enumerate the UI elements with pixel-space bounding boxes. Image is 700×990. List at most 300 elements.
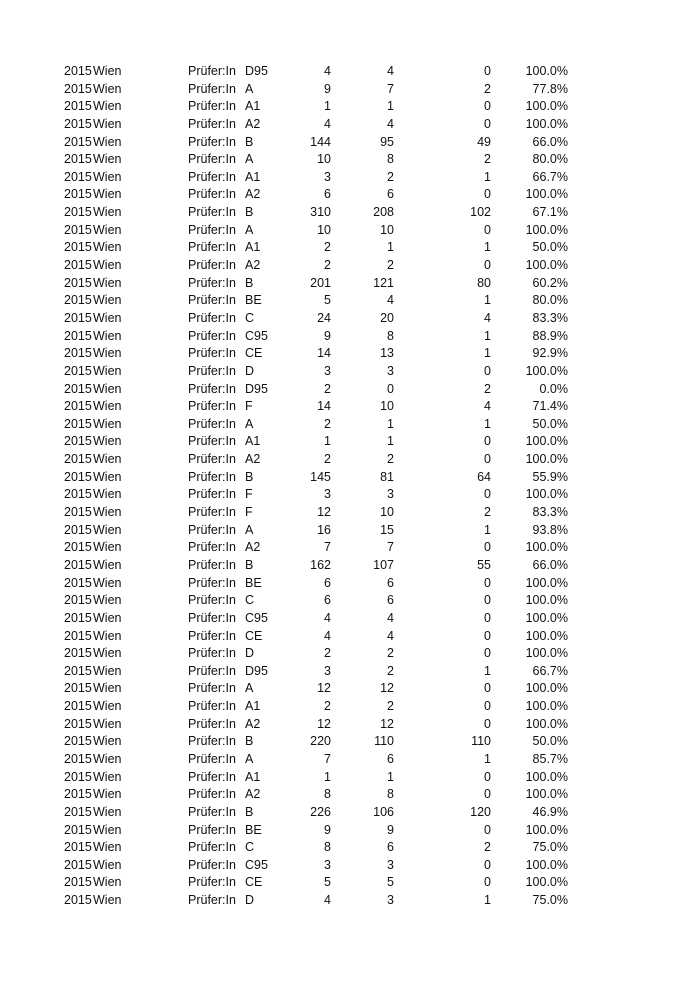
pass-rate-cell: 83.3%: [532, 310, 568, 325]
pass-rate-cell: 0.0%: [539, 381, 568, 396]
pass-rate-cell: 100.0%: [525, 487, 568, 502]
role-cell: Prüfer:In: [188, 628, 236, 643]
license-class-cell: A: [245, 81, 254, 96]
city-cell: Wien: [93, 328, 122, 343]
role-cell: Prüfer:In: [188, 540, 236, 555]
table-row: [0, 116, 700, 134]
role-cell: Prüfer:In: [188, 840, 236, 855]
role-cell: Prüfer:In: [188, 258, 236, 273]
pass-rate-cell: 75.0%: [532, 840, 568, 855]
passed-count-cell: 7: [387, 81, 394, 96]
city-cell: Wien: [93, 469, 122, 484]
role-cell: Prüfer:In: [188, 469, 236, 484]
year-cell: 2015: [64, 610, 92, 625]
year-cell: 2015: [64, 804, 92, 819]
failed-count-cell: 0: [484, 593, 491, 608]
pass-rate-cell: 100.0%: [525, 628, 568, 643]
passed-count-cell: 81: [380, 469, 394, 484]
passed-count-cell: 3: [387, 487, 394, 502]
failed-count-cell: 4: [484, 310, 491, 325]
year-cell: 2015: [64, 734, 92, 749]
license-class-cell: B: [245, 275, 254, 290]
table-row: [0, 345, 700, 363]
table-row: [0, 857, 700, 875]
city-cell: Wien: [93, 769, 122, 784]
failed-count-cell: 0: [484, 187, 491, 202]
year-cell: 2015: [64, 557, 92, 572]
city-cell: Wien: [93, 522, 122, 537]
failed-count-cell: 64: [477, 469, 491, 484]
passed-count-cell: 4: [387, 610, 394, 625]
failed-count-cell: 1: [484, 240, 491, 255]
failed-count-cell: 1: [484, 328, 491, 343]
city-cell: Wien: [93, 363, 122, 378]
total-count-cell: 12: [317, 716, 331, 731]
pass-rate-cell: 100.0%: [525, 116, 568, 131]
license-class-cell: A: [245, 681, 254, 696]
data-table: [0, 63, 700, 910]
table-row: [0, 539, 700, 557]
role-cell: Prüfer:In: [188, 875, 236, 890]
total-count-cell: 4: [324, 64, 331, 78]
year-cell: 2015: [64, 81, 92, 96]
year-cell: 2015: [64, 751, 92, 766]
city-cell: Wien: [93, 593, 122, 608]
pass-rate-cell: 100.0%: [525, 222, 568, 237]
city-cell: Wien: [93, 152, 122, 167]
total-count-cell: 9: [324, 328, 331, 343]
total-count-cell: 3: [324, 487, 331, 502]
passed-count-cell: 10: [380, 222, 394, 237]
passed-count-cell: 2: [387, 169, 394, 184]
failed-count-cell: 0: [484, 875, 491, 890]
pass-rate-cell: 100.0%: [525, 787, 568, 802]
table-row: [0, 839, 700, 857]
role-cell: Prüfer:In: [188, 769, 236, 784]
city-cell: Wien: [93, 487, 122, 502]
failed-count-cell: 120: [470, 804, 491, 819]
table-row: [0, 733, 700, 751]
license-class-cell: B: [245, 205, 254, 220]
year-cell: 2015: [64, 222, 92, 237]
license-class-cell: A2: [245, 540, 261, 555]
pass-rate-cell: 55.9%: [532, 469, 568, 484]
license-class-cell: B: [245, 134, 254, 149]
license-class-cell: BE: [245, 293, 262, 308]
license-class-cell: B: [245, 557, 254, 572]
table-row: [0, 169, 700, 187]
total-count-cell: 7: [324, 540, 331, 555]
role-cell: Prüfer:In: [188, 716, 236, 731]
total-count-cell: 12: [317, 681, 331, 696]
pass-rate-cell: 66.7%: [532, 169, 568, 184]
year-cell: 2015: [64, 575, 92, 590]
year-cell: 2015: [64, 205, 92, 220]
role-cell: Prüfer:In: [188, 275, 236, 290]
pass-rate-cell: 85.7%: [532, 751, 568, 766]
failed-count-cell: 0: [484, 628, 491, 643]
failed-count-cell: 110: [471, 734, 491, 749]
total-count-cell: 12: [317, 505, 331, 520]
role-cell: Prüfer:In: [188, 751, 236, 766]
passed-count-cell: 4: [387, 116, 394, 131]
passed-count-cell: 95: [380, 134, 394, 149]
failed-count-cell: 0: [484, 99, 491, 114]
city-cell: Wien: [93, 99, 122, 114]
license-class-cell: A1: [245, 99, 261, 114]
total-count-cell: 6: [324, 593, 331, 608]
failed-count-cell: 0: [484, 452, 491, 467]
year-cell: 2015: [64, 822, 92, 837]
year-cell: 2015: [64, 134, 92, 149]
failed-count-cell: 0: [484, 540, 491, 555]
passed-count-cell: 106: [373, 804, 394, 819]
passed-count-cell: 208: [373, 205, 394, 220]
pass-rate-cell: 100.0%: [525, 540, 568, 555]
passed-count-cell: 110: [374, 734, 394, 749]
year-cell: 2015: [64, 452, 92, 467]
total-count-cell: 1: [324, 769, 331, 784]
city-cell: Wien: [93, 116, 122, 131]
license-class-cell: A: [245, 522, 254, 537]
pass-rate-cell: 60.2%: [532, 275, 568, 290]
year-cell: 2015: [64, 416, 92, 431]
passed-count-cell: 1: [387, 99, 394, 114]
year-cell: 2015: [64, 258, 92, 273]
failed-count-cell: 102: [470, 205, 491, 220]
license-class-cell: A1: [245, 169, 261, 184]
passed-count-cell: 1: [387, 240, 394, 255]
license-class-cell: C: [245, 840, 255, 855]
total-count-cell: 5: [324, 293, 331, 308]
license-class-cell: A1: [245, 434, 261, 449]
pass-rate-cell: 66.0%: [532, 134, 568, 149]
license-class-cell: F: [245, 487, 253, 502]
failed-count-cell: 1: [484, 346, 491, 361]
total-count-cell: 16: [317, 522, 331, 537]
role-cell: Prüfer:In: [188, 646, 236, 661]
year-cell: 2015: [64, 64, 92, 78]
table-row: [0, 663, 700, 681]
pass-rate-cell: 100.0%: [525, 681, 568, 696]
total-count-cell: 310: [310, 205, 331, 220]
city-cell: Wien: [93, 628, 122, 643]
table-row: [0, 610, 700, 628]
role-cell: Prüfer:In: [188, 734, 236, 749]
failed-count-cell: 2: [484, 152, 491, 167]
table-row: [0, 698, 700, 716]
role-cell: Prüfer:In: [188, 575, 236, 590]
passed-count-cell: 8: [387, 787, 394, 802]
pass-rate-cell: 75.0%: [532, 893, 568, 908]
role-cell: Prüfer:In: [188, 346, 236, 361]
passed-count-cell: 12: [380, 716, 394, 731]
passed-count-cell: 6: [387, 187, 394, 202]
failed-count-cell: 0: [484, 857, 491, 872]
table-row: [0, 628, 700, 646]
table-row: [0, 134, 700, 152]
city-cell: Wien: [93, 822, 122, 837]
passed-count-cell: 6: [387, 840, 394, 855]
total-count-cell: 145: [310, 469, 331, 484]
passed-count-cell: 6: [387, 593, 394, 608]
year-cell: 2015: [64, 716, 92, 731]
table-row: [0, 433, 700, 451]
failed-count-cell: 1: [484, 893, 491, 908]
passed-count-cell: 3: [387, 893, 394, 908]
table-row: [0, 716, 700, 734]
failed-count-cell: 0: [484, 116, 491, 131]
city-cell: Wien: [93, 222, 122, 237]
passed-count-cell: 3: [387, 857, 394, 872]
passed-count-cell: 8: [387, 152, 394, 167]
license-class-cell: A2: [245, 452, 261, 467]
role-cell: Prüfer:In: [188, 381, 236, 396]
failed-count-cell: 0: [484, 769, 491, 784]
passed-count-cell: 0: [387, 381, 394, 396]
failed-count-cell: 0: [484, 822, 491, 837]
city-cell: Wien: [93, 134, 122, 149]
failed-count-cell: 1: [484, 169, 491, 184]
pass-rate-cell: 100.0%: [525, 646, 568, 661]
city-cell: Wien: [93, 875, 122, 890]
failed-count-cell: 1: [484, 751, 491, 766]
failed-count-cell: 0: [484, 699, 491, 714]
total-count-cell: 10: [317, 152, 331, 167]
failed-count-cell: 1: [484, 416, 491, 431]
city-cell: Wien: [93, 681, 122, 696]
role-cell: Prüfer:In: [188, 699, 236, 714]
city-cell: Wien: [93, 275, 122, 290]
total-count-cell: 4: [324, 893, 331, 908]
passed-count-cell: 2: [387, 452, 394, 467]
total-count-cell: 4: [324, 610, 331, 625]
passed-count-cell: 20: [380, 310, 394, 325]
total-count-cell: 3: [324, 663, 331, 678]
license-class-cell: A1: [245, 769, 261, 784]
city-cell: Wien: [93, 310, 122, 325]
passed-count-cell: 1: [387, 769, 394, 784]
year-cell: 2015: [64, 840, 92, 855]
failed-count-cell: 55: [477, 557, 491, 572]
passed-count-cell: 6: [387, 575, 394, 590]
city-cell: Wien: [93, 346, 122, 361]
pass-rate-cell: 77.8%: [532, 81, 568, 96]
pass-rate-cell: 83.3%: [532, 505, 568, 520]
role-cell: Prüfer:In: [188, 663, 236, 678]
city-cell: Wien: [93, 187, 122, 202]
failed-count-cell: 0: [484, 681, 491, 696]
city-cell: Wien: [93, 258, 122, 273]
failed-count-cell: 0: [484, 646, 491, 661]
pass-rate-cell: 66.7%: [532, 663, 568, 678]
city-cell: Wien: [93, 240, 122, 255]
pass-rate-cell: 100.0%: [525, 434, 568, 449]
failed-count-cell: 80: [477, 275, 491, 290]
year-cell: 2015: [64, 487, 92, 502]
failed-count-cell: 1: [484, 663, 491, 678]
passed-count-cell: 2: [387, 646, 394, 661]
total-count-cell: 6: [324, 575, 331, 590]
pass-rate-cell: 92.9%: [532, 346, 568, 361]
role-cell: Prüfer:In: [188, 416, 236, 431]
total-count-cell: 2: [324, 452, 331, 467]
city-cell: Wien: [93, 646, 122, 661]
license-class-cell: CE: [245, 875, 263, 890]
role-cell: Prüfer:In: [188, 893, 236, 908]
table-row: [0, 363, 700, 381]
pass-rate-cell: 50.0%: [532, 240, 568, 255]
license-class-cell: CE: [245, 346, 263, 361]
city-cell: Wien: [93, 293, 122, 308]
pass-rate-cell: 100.0%: [525, 99, 568, 114]
passed-count-cell: 1: [387, 434, 394, 449]
license-class-cell: A1: [245, 699, 261, 714]
year-cell: 2015: [64, 469, 92, 484]
license-class-cell: A2: [245, 787, 261, 802]
total-count-cell: 5: [324, 875, 331, 890]
total-count-cell: 10: [317, 222, 331, 237]
license-class-cell: D95: [245, 663, 268, 678]
license-class-cell: D: [245, 646, 255, 661]
table-row: [0, 239, 700, 257]
year-cell: 2015: [64, 328, 92, 343]
total-count-cell: 4: [324, 116, 331, 131]
failed-count-cell: 0: [484, 487, 491, 502]
failed-count-cell: 0: [484, 575, 491, 590]
pass-rate-cell: 71.4%: [532, 399, 568, 414]
table-row: [0, 451, 700, 469]
failed-count-cell: 0: [484, 258, 491, 273]
license-class-cell: B: [245, 734, 254, 749]
pass-rate-cell: 100.0%: [525, 64, 568, 78]
total-count-cell: 1: [324, 434, 331, 449]
table-row: [0, 786, 700, 804]
total-count-cell: 7: [324, 751, 331, 766]
license-class-cell: D95: [245, 64, 268, 78]
year-cell: 2015: [64, 787, 92, 802]
passed-count-cell: 12: [380, 681, 394, 696]
table-row: [0, 874, 700, 892]
year-cell: 2015: [64, 505, 92, 520]
year-cell: 2015: [64, 346, 92, 361]
city-cell: Wien: [93, 751, 122, 766]
license-class-cell: C95: [245, 857, 268, 872]
role-cell: Prüfer:In: [188, 99, 236, 114]
total-count-cell: 3: [324, 363, 331, 378]
year-cell: 2015: [64, 681, 92, 696]
city-cell: Wien: [93, 381, 122, 396]
passed-count-cell: 8: [387, 328, 394, 343]
city-cell: Wien: [93, 169, 122, 184]
city-cell: Wien: [93, 452, 122, 467]
year-cell: 2015: [64, 310, 92, 325]
pass-rate-cell: 100.0%: [525, 875, 568, 890]
total-count-cell: 226: [310, 804, 331, 819]
passed-count-cell: 7: [387, 540, 394, 555]
total-count-cell: 2: [324, 258, 331, 273]
year-cell: 2015: [64, 152, 92, 167]
table-row: [0, 81, 700, 99]
pass-rate-cell: 100.0%: [525, 857, 568, 872]
license-class-cell: B: [245, 804, 254, 819]
city-cell: Wien: [93, 840, 122, 855]
total-count-cell: 3: [324, 169, 331, 184]
total-count-cell: 1: [324, 99, 331, 114]
year-cell: 2015: [64, 663, 92, 678]
total-count-cell: 2: [324, 699, 331, 714]
pass-rate-cell: 100.0%: [525, 593, 568, 608]
license-class-cell: F: [245, 399, 253, 414]
failed-count-cell: 0: [484, 610, 491, 625]
pass-rate-cell: 88.9%: [532, 328, 568, 343]
passed-count-cell: 3: [387, 363, 394, 378]
table-row: [0, 680, 700, 698]
passed-count-cell: 1: [387, 416, 394, 431]
license-class-cell: B: [245, 469, 254, 484]
city-cell: Wien: [93, 505, 122, 520]
pass-rate-cell: 67.1%: [532, 205, 568, 220]
role-cell: Prüfer:In: [188, 452, 236, 467]
year-cell: 2015: [64, 169, 92, 184]
passed-count-cell: 9: [387, 822, 394, 837]
role-cell: Prüfer:In: [188, 310, 236, 325]
failed-count-cell: 0: [484, 787, 491, 802]
role-cell: Prüfer:In: [188, 152, 236, 167]
pass-rate-cell: 100.0%: [525, 452, 568, 467]
role-cell: Prüfer:In: [188, 222, 236, 237]
table-row: [0, 804, 700, 822]
total-count-cell: 8: [324, 840, 331, 855]
license-class-cell: C95: [245, 610, 268, 625]
role-cell: Prüfer:In: [188, 681, 236, 696]
role-cell: Prüfer:In: [188, 804, 236, 819]
table-row: [0, 381, 700, 399]
year-cell: 2015: [64, 699, 92, 714]
table-row: [0, 769, 700, 787]
passed-count-cell: 4: [387, 628, 394, 643]
city-cell: Wien: [93, 663, 122, 678]
license-class-cell: F: [245, 505, 253, 520]
year-cell: 2015: [64, 540, 92, 555]
city-cell: Wien: [93, 434, 122, 449]
city-cell: Wien: [93, 857, 122, 872]
failed-count-cell: 2: [484, 81, 491, 96]
pass-rate-cell: 100.0%: [525, 769, 568, 784]
role-cell: Prüfer:In: [188, 857, 236, 872]
city-cell: Wien: [93, 81, 122, 96]
pass-rate-cell: 100.0%: [525, 716, 568, 731]
total-count-cell: 144: [310, 134, 331, 149]
city-cell: Wien: [93, 399, 122, 414]
role-cell: Prüfer:In: [188, 116, 236, 131]
total-count-cell: 3: [324, 857, 331, 872]
city-cell: Wien: [93, 416, 122, 431]
role-cell: Prüfer:In: [188, 487, 236, 502]
role-cell: Prüfer:In: [188, 522, 236, 537]
year-cell: 2015: [64, 857, 92, 872]
role-cell: Prüfer:In: [188, 205, 236, 220]
city-cell: Wien: [93, 787, 122, 802]
table-row: [0, 204, 700, 222]
license-class-cell: C: [245, 310, 255, 325]
role-cell: Prüfer:In: [188, 293, 236, 308]
total-count-cell: 4: [324, 628, 331, 643]
table-row: [0, 592, 700, 610]
table-row: [0, 822, 700, 840]
failed-count-cell: 0: [484, 363, 491, 378]
year-cell: 2015: [64, 275, 92, 290]
